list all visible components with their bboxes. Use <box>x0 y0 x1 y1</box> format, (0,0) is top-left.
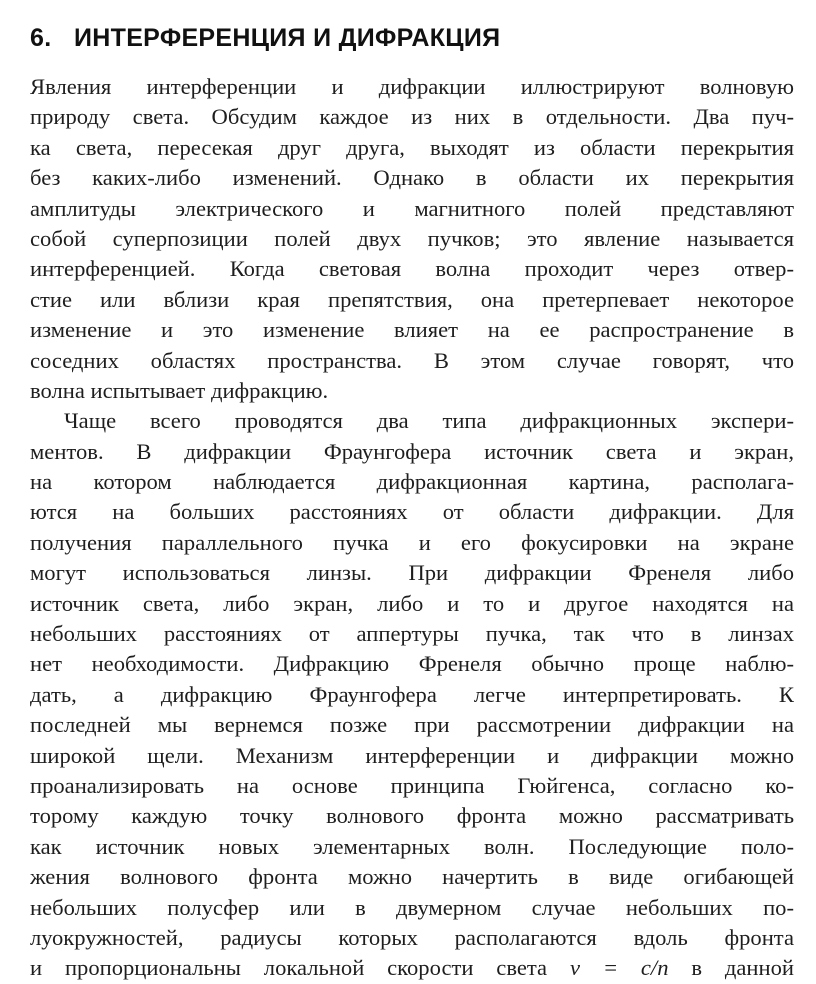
text-line: источник света, либо экран, либо и то и другое находятся на <box>30 590 794 616</box>
text-line: дать, а дифракцию Фраунгофера легче интерпретировать. К <box>30 681 794 707</box>
text-line: проанализировать на основе принципа Гюйгенса, согласно ко- <box>30 772 794 798</box>
text-line: собой суперпозиции полей двух пучков; это явление называется <box>30 225 794 251</box>
text-line: ментов. В дифракции Фраунгофера источник света и экран, <box>30 438 794 464</box>
text-line: изменение и это изменение влияет на ее распространение в <box>30 317 794 343</box>
section-heading <box>30 24 500 53</box>
text-line: жения волнового фронта можно начертить в виде огибающей <box>30 864 794 890</box>
paragraph-2 <box>30 406 794 983</box>
text-line: широкой щели. Механизм интерференции и дифракции можно <box>30 742 794 768</box>
text-line: торому каждую точку волнового фронта можно рассматривать <box>30 803 794 829</box>
text-line: луокружностей, радиусы которых располагаются вдоль фронта <box>30 924 794 950</box>
text-line: Чаще всего проводятся два типа дифракционных экспери- <box>64 408 794 434</box>
text-line: без каких-либо изменений. Однако в области их перекрытия <box>30 165 794 191</box>
text-line: ка света, пересекая друг друга, выходят из области перекрытия <box>30 134 794 160</box>
body-text <box>30 72 794 984</box>
text-line: интерференцией. Когда световая волна проходит через отвер- <box>30 256 794 282</box>
text-line-with-formula <box>30 953 794 983</box>
text-line: стие или вблизи края препятствия, она претерпевает некоторое <box>30 286 794 312</box>
text-line: небольших полусфер или в двумерном случае небольших по- <box>30 894 794 920</box>
text-line: небольших расстояниях от аппертуры пучка, так что в линзах <box>30 621 794 647</box>
section-title: ИНТЕРФЕРЕНЦИЯ И ДИФРАКЦИЯ <box>74 24 501 52</box>
final-line-tail: в данной <box>691 955 794 981</box>
text-line: нет необходимости. Дифракцию Френеля обычно проще наблю- <box>30 651 794 677</box>
paragraph-1 <box>30 72 794 406</box>
formula-speed-of-light: v = c/n <box>569 955 669 981</box>
text-line: на котором наблюдается дифракционная картина, располага- <box>30 469 794 495</box>
section-number: 6. <box>30 24 52 52</box>
text-line: волна испытывает дифракцию. <box>30 377 329 403</box>
text-line: природу света. Обсудим каждое из них в отдельности. Два пуч- <box>30 104 794 130</box>
text-line: ются на больших расстояниях от области дифракции. Для <box>30 499 794 525</box>
text-line: как источник новых элементарных волн. Последующие поло- <box>30 833 794 859</box>
text-line: могут использоваться линзы. При дифракции Френеля либо <box>30 560 794 586</box>
text-line: амплитуды электрического и магнитного полей представляют <box>30 195 794 221</box>
text-line: последней мы вернемся позже при рассмотрении дифракции на <box>30 712 794 738</box>
final-line-text: и пропорциональны локальной скорости света <box>30 955 548 981</box>
text-line: соседних областях пространства. В этом случае говорят, что <box>30 347 794 373</box>
text-line: Явления интерференции и дифракции иллюстрируют волновую <box>30 74 794 99</box>
text-line: получения параллельного пучка и его фокусировки на экране <box>30 529 794 555</box>
